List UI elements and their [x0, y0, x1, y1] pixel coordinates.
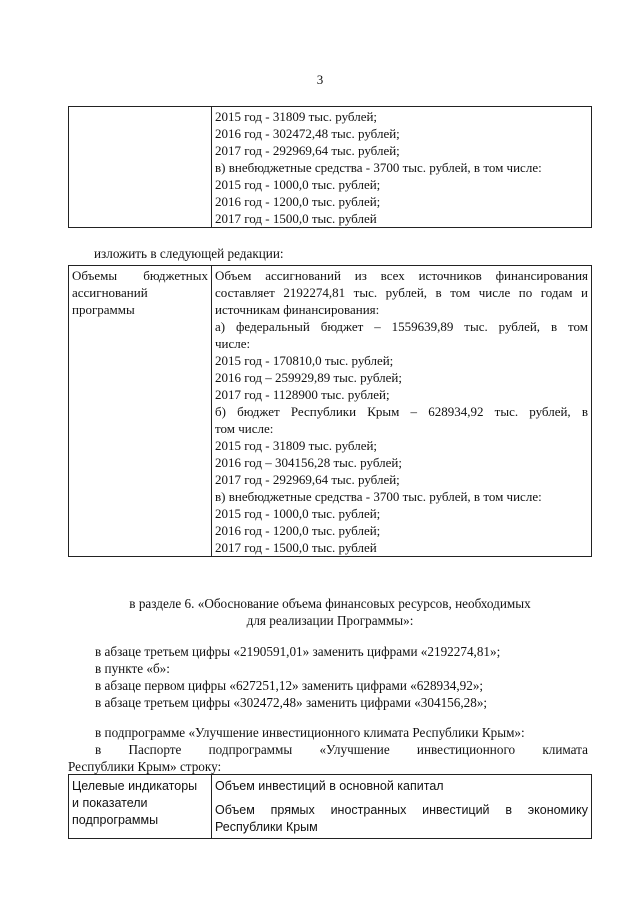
table2-line: составляет 2192274,81 тыс. рублей, в том числе по годам и: [215, 285, 588, 300]
page-number: 3: [316, 72, 324, 87]
subprogram-line2: [95, 741, 588, 758]
subprogram-word: климата: [542, 742, 588, 757]
table3-left-cell: [69, 775, 212, 839]
table2-line: 2016 год – 304156,28 тыс. рублей;: [215, 455, 402, 470]
table2-line: 2015 год - 1000,0 тыс. рублей;: [215, 506, 381, 521]
table3-line: Объем инвестиций в основной капитал: [215, 779, 444, 793]
table1-line: в) внебюджетные средства - 3700 тыс. рублей, в том числе:: [215, 160, 542, 175]
funding-table-old: [68, 106, 592, 228]
table1-line: 2016 год - 1200,0 тыс. рублей;: [215, 194, 381, 209]
subprogram-word: в: [95, 742, 102, 757]
table2-line: 2016 год - 1200,0 тыс. рублей;: [215, 523, 381, 538]
section6-para: в абзаце первом цифры «627251,12» заменить цифрами «628934,92»;: [95, 678, 484, 693]
table1-line: 2016 год - 302472,48 тыс. рублей;: [215, 126, 400, 141]
table3-line: Республики Крым: [215, 820, 318, 834]
table1-line: 2017 год - 292969,64 тыс. рублей;: [215, 143, 400, 158]
table2-line: 2017 год - 292969,64 тыс. рублей;: [215, 472, 400, 487]
subprogram-word: Паспорте: [128, 742, 182, 757]
section6-para: в абзаце третьем цифры «2190591,01» заменить цифрами «2192274,81»;: [95, 644, 501, 659]
table2-line: 2015 год - 170810,0 тыс. рублей;: [215, 353, 394, 368]
table2-line: 2016 год – 259929,89 тыс. рублей;: [215, 370, 402, 385]
table1-line: 2017 год - 1500,0 тыс. рублей: [215, 211, 377, 226]
table2-line: 2017 год - 1500,0 тыс. рублей: [215, 540, 377, 555]
table3-right-cell: [212, 775, 592, 839]
table3-left-line: и показатели: [72, 796, 148, 810]
section6-para: в пункте «б»:: [95, 661, 170, 676]
section6-para: в абзаце третьем цифры «302472,48» заменить цифрами «304156,28»;: [95, 695, 488, 710]
subprogram-word: «Улучшение: [319, 742, 390, 757]
table3-left-line: подпрограммы: [72, 813, 159, 827]
table2-right-cell: [212, 266, 592, 557]
table2-line: 2015 год - 31809 тыс. рублей;: [215, 438, 378, 453]
table2-left-line: ассигнований: [72, 285, 148, 300]
section6-heading-line2: для реализации Программы»:: [246, 613, 414, 628]
table2-line: а) федеральный бюджет – 1559639,89 тыс. рублей, в том: [215, 319, 588, 334]
subprogram-line1: в подпрограмме «Улучшение инвестиционного климата Республики Крым»:: [95, 725, 525, 740]
subprogram-word: инвестиционного: [416, 742, 516, 757]
table2-line: Объем ассигнований из всех источников финансирования: [215, 268, 588, 283]
table1-line: 2015 год - 31809 тыс. рублей;: [215, 109, 378, 124]
table1-right-cell: [212, 107, 592, 228]
indicators-table: [68, 774, 592, 839]
table1-left-cell: [69, 107, 212, 228]
table2-line: в) внебюджетные средства - 3700 тыс. рублей, в том числе:: [215, 489, 542, 504]
table2-line: 2017 год - 1128900 тыс. рублей;: [215, 387, 390, 402]
table2-left-line: программы: [72, 302, 135, 317]
subprogram-word: подпрограммы: [208, 742, 293, 757]
section6-heading-line1: в разделе 6. «Обоснование объема финансовых ресурсов, необходимых: [129, 596, 531, 611]
table2-left-line: Объемы бюджетных: [72, 268, 208, 283]
table3-line: Объем прямых иностранных инвестиций в экономику: [215, 803, 588, 817]
table2-line: б) бюджет Республики Крым – 628934,92 тыс. рублей, в: [215, 404, 588, 419]
table2-line: числе:: [215, 336, 251, 351]
table3-left-line: Целевые индикаторы: [72, 779, 198, 793]
table2-line: источникам финансирования:: [215, 302, 380, 317]
funding-table-new: [68, 265, 592, 557]
intro-text: изложить в следующей редакции:: [94, 246, 284, 261]
subprogram-line3: Республики Крым» строку:: [68, 759, 222, 774]
table1-line: 2015 год - 1000,0 тыс. рублей;: [215, 177, 381, 192]
table2-line: том числе:: [215, 421, 274, 436]
table2-left-cell: [69, 266, 212, 557]
